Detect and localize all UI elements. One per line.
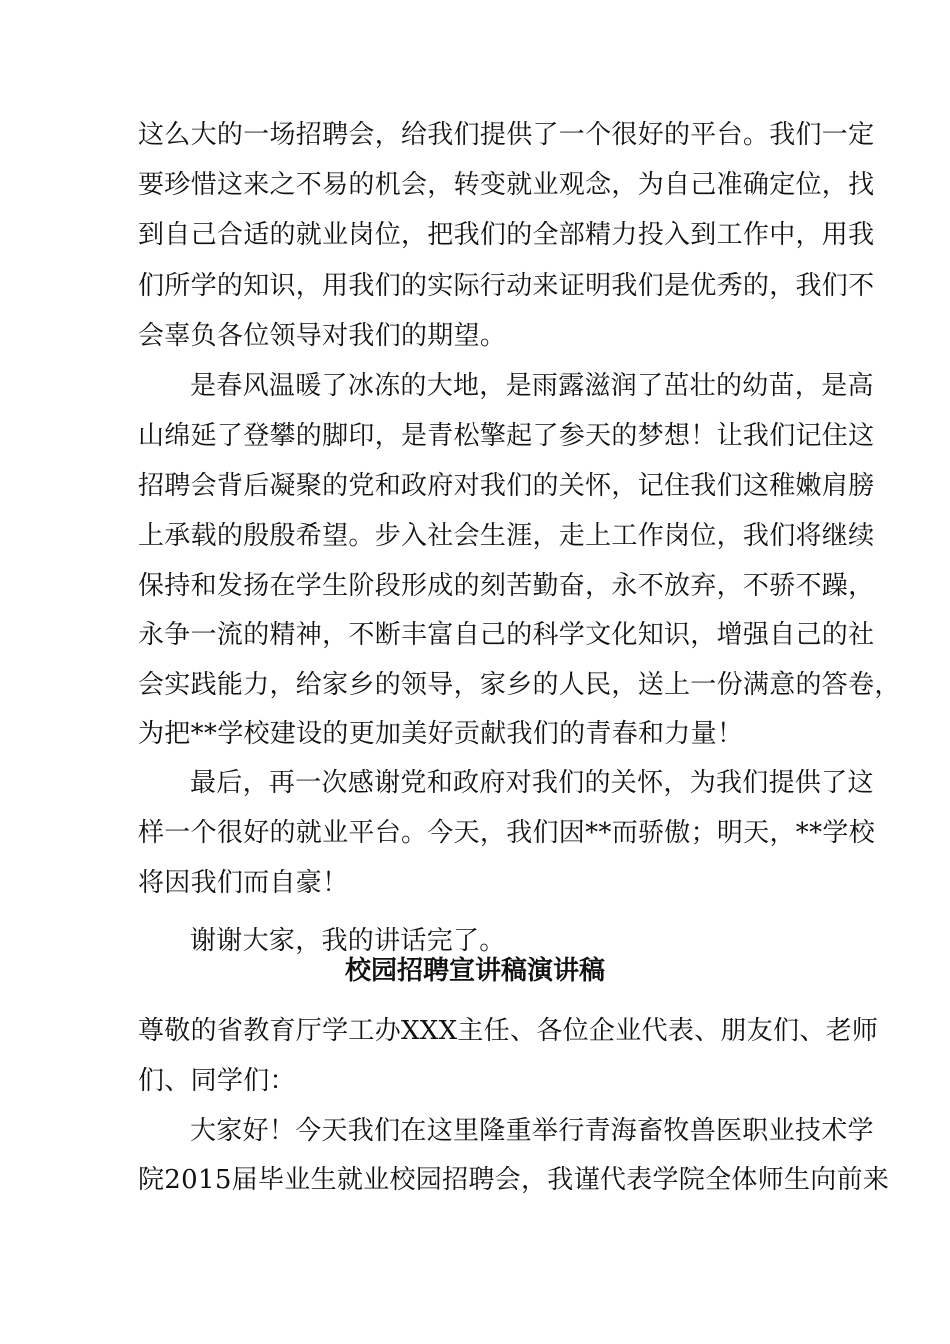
section-title: 校园招聘宣讲稿演讲稿 <box>344 956 605 986</box>
paragraph-line: 永争一流的精神，不断丰富自己的科学文化知识，增强自己的社 <box>138 620 875 650</box>
paragraph-line: 保持和发扬在学生阶段形成的刻苦勤奋，永不放弃，不骄不躁， <box>138 571 875 601</box>
paragraph-line: 会实践能力，给家乡的领导，家乡的人民，送上一份满意的答卷， <box>138 670 901 700</box>
paragraph-line: 会辜负各位领导对我们的期望。 <box>138 321 507 351</box>
paragraph-line: 这么大的一场招聘会，给我们提供了一个很好的平台。我们一定 <box>138 120 875 150</box>
paragraph-line: 最后，再一次感谢党和政府对我们的关怀，为我们提供了这 <box>190 768 874 798</box>
paragraph-line: 为把**学校建设的更加美好贡献我们的青春和力量！ <box>138 719 744 749</box>
paragraph-line: 大家好！今天我们在这里隆重举行青海畜牧兽医职业技术学 <box>190 1116 874 1146</box>
paragraph-line: 谢谢大家，我的讲话完了。 <box>190 926 506 956</box>
paragraph-line: 们、同学们： <box>138 1066 296 1096</box>
paragraph-line: 上承载的殷殷希望。步入社会生涯，走上工作岗位，我们将继续 <box>138 521 875 551</box>
paragraph-line: 样一个很好的就业平台。今天，我们因**而骄傲；明天，**学校 <box>138 818 876 848</box>
paragraph-line: 院2015届毕业生就业校园招聘会，我谨代表学院全体师生向前来 <box>138 1165 890 1195</box>
paragraph-line: 尊敬的省教育厅学工办XXX主任、各位企业代表、朋友们、老师 <box>138 1016 879 1046</box>
paragraph-line: 山绵延了登攀的脚印，是青松擎起了参天的梦想！让我们记住这 <box>138 421 875 451</box>
paragraph-line: 到自己合适的就业岗位，把我们的全部精力投入到工作中，用我 <box>138 220 875 250</box>
paragraph-line: 是春风温暖了冰冻的大地，是雨露滋润了茁壮的幼苗，是高 <box>190 371 874 401</box>
paragraph-line: 们所学的知识，用我们的实际行动来证明我们是优秀的，我们不 <box>138 271 875 301</box>
paragraph-line: 将因我们而自豪！ <box>138 868 349 898</box>
paragraph-line: 要珍惜这来之不易的机会，转变就业观念，为自己准确定位，找 <box>138 170 875 200</box>
paragraph-line: 招聘会背后凝聚的党和政府对我们的关怀，记住我们这稚嫩肩膀 <box>138 471 875 501</box>
